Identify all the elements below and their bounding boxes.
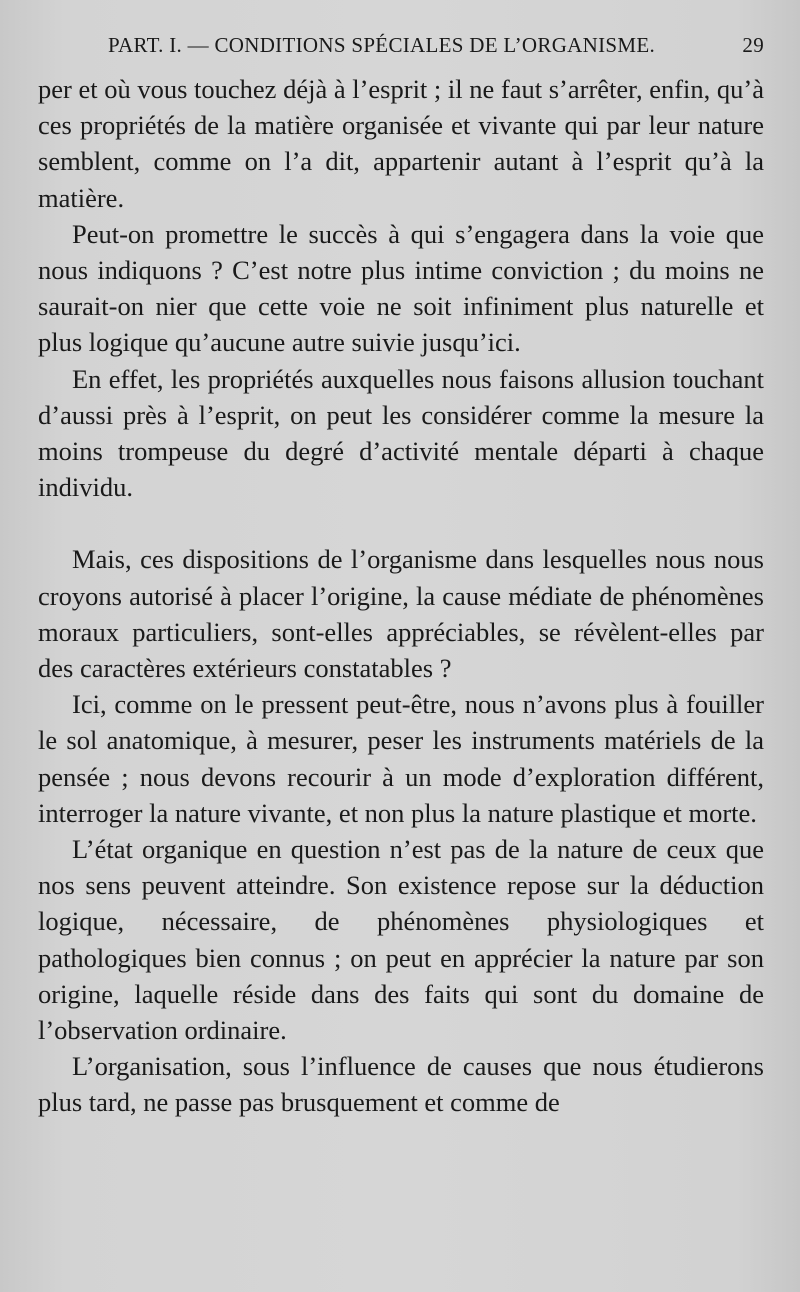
paragraph: Ici, comme on le pressent peut-être, nous n’avons plus à fouiller le sol anatomique, à mesurer, peser les instruments matériels de la pensée ; nous devons recourir à un mode d’exploration différent, interroger la nature vivante, et non plus la nature plastique et morte. (38, 689, 764, 828)
paragraph: Mais, ces dispositions de l’organisme dans lesquelles nous nous croyons autorisé à placer l’origine, la cause médiate de phénomènes moraux particuliers, sont-elles appréciables, se révèlent-elles par des caractères extérieurs constatables ? (38, 544, 764, 684)
body-text (38, 71, 764, 1121)
paragraph: En effet, les propriétés auxquelles nous faisons allusion touchant d’aussi près à l’esprit, on peut les considérer comme la mesure la moins trompeuse du degré d’activité mentale départi à chaque individu. (38, 363, 764, 503)
page-number: 29 (742, 33, 764, 57)
paragraph: L’état organique en question n’est pas de la nature de ceux que nos sens peuvent atteindre. Son existence repose sur la déduction logique, nécessaire, de phénomènes physiologiques et pathologiques bien connus ; on peut en apprécier la nature par son origine, laquelle réside dans des faits qui sont du domaine de l’observation ordinaire. (38, 834, 764, 1046)
paragraph: Peut-on promettre le succès à qui s’engagera dans la voie que nous indiquons ? C’est notre plus intime conviction ; du moins ne saurait-on nier que cette voie ne soit infiniment plus naturelle et plus logique qu’aucune autre suivie jusqu’ici. (38, 218, 764, 358)
running-head (108, 33, 764, 61)
paragraph: L’organisation, sous l’influence de causes que nous étudierons plus tard, ne passe pas brusquement et comme de (38, 1051, 764, 1118)
running-head-title: PART. I. — CONDITIONS SPÉCIALES DE L’ORGANISME. (108, 33, 656, 57)
paragraph-continued: per et où vous touchez déjà à l’esprit ; il ne faut s’arrêter, enfin, qu’à ces propriétés de la matière organisée et vivante qui par leur nature semblent, comme on l’a dit, appartenir autant à l’esprit qu’à la matière. (38, 74, 764, 213)
